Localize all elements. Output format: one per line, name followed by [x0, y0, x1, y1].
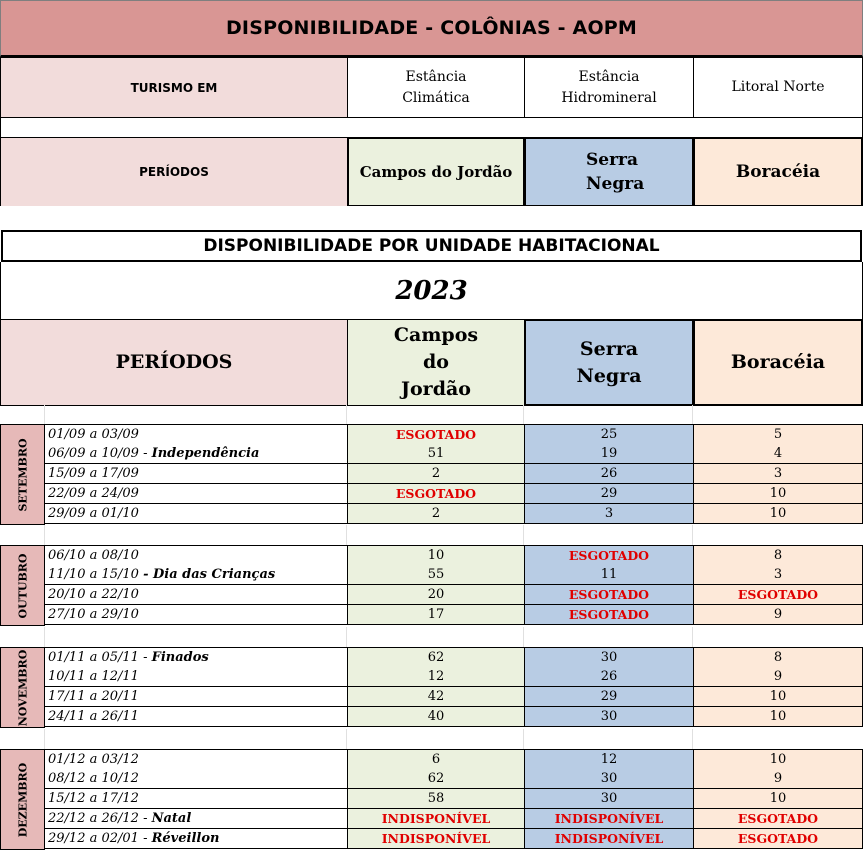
period-event: Réveillon — [151, 831, 220, 846]
table-row — [45, 829, 863, 849]
period-cell — [45, 425, 348, 445]
period-cell — [45, 648, 348, 668]
campos-cell: 62 — [348, 648, 525, 668]
period-dates: 06/09 a 10/09 - — [48, 446, 152, 461]
period-cell — [45, 687, 348, 707]
table-head-col1-line3: Jordão — [401, 378, 471, 400]
period-cell — [45, 809, 348, 829]
gap-row — [0, 729, 863, 749]
subtitle: DISPONIBILIDADE POR UNIDADE HABITACIONAL — [1, 230, 862, 262]
serra-cell: 30 — [525, 648, 694, 668]
month-name: OUTUBRO — [16, 553, 29, 618]
tourism-col2-line2: Hidromineral — [561, 89, 657, 106]
serra-cell: 25 — [525, 425, 694, 445]
boraceia-cell: 10 — [694, 484, 863, 504]
serra-cell: 29 — [525, 484, 694, 504]
serra-cell: ESGOTADO — [525, 605, 694, 625]
campos-cell: INDISPONÍVEL — [348, 809, 525, 829]
table-head-col1-line2: do — [423, 351, 449, 373]
table-row — [45, 667, 863, 687]
campos-cell: 42 — [348, 687, 525, 707]
campos-cell: 6 — [348, 750, 525, 770]
table-head-col2-line1: Serra — [579, 337, 639, 360]
period-dates: 11/10 a 15/10 — [48, 567, 144, 582]
tourism-col-litoral: Litoral Norte — [693, 57, 863, 118]
boraceia-cell: 10 — [694, 687, 863, 707]
gap-row — [0, 525, 863, 545]
tourism-col2-line1: Estância — [578, 68, 640, 85]
month-label — [0, 749, 45, 850]
period-cell — [45, 789, 348, 809]
campos-cell: 2 — [348, 504, 525, 524]
page-title: DISPONIBILIDADE - COLÔNIAS - AOPM — [0, 0, 863, 57]
period-dates: 01/09 a 03/09 — [48, 427, 139, 442]
period-dates: 01/12 a 03/12 — [48, 752, 139, 767]
table-row — [45, 504, 863, 524]
serra-cell: ESGOTADO — [525, 546, 694, 566]
period-dates: 24/11 a 26/11 — [48, 709, 139, 724]
boraceia-cell: ESGOTADO — [694, 829, 863, 849]
campos-cell: 10 — [348, 546, 525, 566]
period-dates: 15/12 a 17/12 — [48, 791, 139, 806]
boraceia-cell: ESGOTADO — [694, 809, 863, 829]
period-cell — [45, 464, 348, 484]
period-dates: 06/10 a 08/10 — [48, 548, 139, 563]
table-row — [45, 585, 863, 605]
period-cell — [45, 504, 348, 524]
serra-cell: 26 — [525, 464, 694, 484]
serra-cell: INDISPONÍVEL — [525, 829, 694, 849]
campos-cell: 62 — [348, 769, 525, 789]
tourism-col1-line2: Climática — [402, 89, 470, 106]
period-event: Natal — [151, 811, 192, 826]
serra-cell: 26 — [525, 667, 694, 687]
period-cell — [45, 484, 348, 504]
period-cell — [45, 585, 348, 605]
serra-cell: ESGOTADO — [525, 585, 694, 605]
gridline — [0, 729, 693, 749]
serra-cell: INDISPONÍVEL — [525, 809, 694, 829]
table-row — [45, 444, 863, 464]
period-dates: 17/11 a 20/11 — [48, 689, 139, 704]
table-row — [45, 809, 863, 829]
campos-cell: 17 — [348, 605, 525, 625]
period-event: - Dia das Crianças — [143, 567, 276, 582]
period-dates: 08/12 a 10/12 — [48, 771, 139, 786]
period-cell — [45, 546, 348, 566]
boraceia-cell: 5 — [694, 425, 863, 445]
campos-cell: ESGOTADO — [348, 484, 525, 504]
period-cell — [45, 829, 348, 849]
gridline — [0, 525, 693, 545]
period-cell — [45, 444, 348, 464]
serra-cell: 30 — [525, 707, 694, 727]
tourism-col1-line1: Estância — [405, 68, 467, 85]
boraceia-cell: 9 — [694, 605, 863, 625]
table-row — [45, 565, 863, 585]
period-dates: 10/11 a 12/11 — [48, 669, 139, 684]
period-dates: 01/11 a 05/11 - — [48, 650, 152, 665]
table-row — [45, 707, 863, 727]
gridline — [0, 405, 693, 425]
period-cell — [45, 750, 348, 770]
table-row — [45, 464, 863, 484]
campos-cell: 40 — [348, 707, 525, 727]
periods-label: PERÍODOS — [0, 137, 348, 207]
campos-cell: 12 — [348, 667, 525, 687]
periods-col-boraceia: Boracéia — [693, 137, 863, 207]
campos-cell: 2 — [348, 464, 525, 484]
serra-cell: 11 — [525, 565, 694, 585]
boraceia-cell: 10 — [694, 789, 863, 809]
table-row — [45, 749, 863, 769]
table-head-boraceia: Boracéia — [693, 319, 863, 406]
boraceia-cell: 10 — [694, 504, 863, 524]
serra-cell: 19 — [525, 444, 694, 464]
campos-cell: INDISPONÍVEL — [348, 829, 525, 849]
table-row — [45, 484, 863, 504]
table-row — [45, 789, 863, 809]
serra-cell: 12 — [525, 750, 694, 770]
period-dates: 22/09 a 24/09 — [48, 486, 139, 501]
period-dates: 15/09 a 17/09 — [48, 466, 139, 481]
serra-cell: 29 — [525, 687, 694, 707]
period-dates: 20/10 a 22/10 — [48, 587, 139, 602]
serra-cell: 3 — [525, 504, 694, 524]
table-row — [45, 687, 863, 707]
gridline — [0, 627, 693, 647]
boraceia-cell: 4 — [694, 444, 863, 464]
boraceia-cell: 9 — [694, 667, 863, 687]
periods-col-campos: Campos do Jordão — [347, 137, 525, 207]
period-cell — [45, 605, 348, 625]
period-dates: 29/09 a 01/10 — [48, 506, 139, 521]
period-dates: 27/10 a 29/10 — [48, 607, 139, 622]
table-row — [45, 605, 863, 625]
boraceia-cell: 3 — [694, 464, 863, 484]
serra-cell: 30 — [525, 769, 694, 789]
boraceia-cell: 8 — [694, 546, 863, 566]
boraceia-cell: 8 — [694, 648, 863, 668]
tourism-label: TURISMO EM — [0, 57, 348, 118]
period-cell — [45, 565, 348, 585]
table-row — [45, 769, 863, 789]
period-dates: 29/12 a 02/01 - — [48, 831, 152, 846]
month-label — [0, 647, 45, 728]
period-cell — [45, 707, 348, 727]
table-row — [45, 545, 863, 565]
boraceia-cell: 3 — [694, 565, 863, 585]
periods-col2-line1: Serra — [586, 150, 639, 170]
campos-cell: 51 — [348, 444, 525, 464]
table-head-col2-line2: Negra — [576, 364, 642, 387]
month-label — [0, 424, 45, 525]
gap-row — [0, 405, 863, 425]
table-row — [45, 647, 863, 667]
month-name: DEZEMBRO — [16, 762, 29, 837]
period-event: Finados — [151, 650, 209, 665]
period-event: Independência — [151, 446, 260, 461]
table-head-periods: PERÍODOS — [0, 319, 348, 406]
table-row — [45, 424, 863, 444]
month-name: NOVEMBRO — [16, 649, 29, 726]
campos-cell: ESGOTADO — [348, 425, 525, 445]
boraceia-cell: 10 — [694, 750, 863, 770]
boraceia-cell: 10 — [694, 707, 863, 727]
period-dates: 22/12 a 26/12 - — [48, 811, 152, 826]
year-label: 2023 — [0, 262, 863, 320]
period-cell — [45, 769, 348, 789]
campos-cell: 55 — [348, 565, 525, 585]
boraceia-cell: ESGOTADO — [694, 585, 863, 605]
month-name: SETEMBRO — [16, 437, 29, 512]
campos-cell: 58 — [348, 789, 525, 809]
campos-cell: 20 — [348, 585, 525, 605]
serra-cell: 30 — [525, 789, 694, 809]
table-head-col1-line1: Campos — [393, 324, 479, 346]
boraceia-cell: 9 — [694, 769, 863, 789]
periods-col2-line2: Negra — [586, 174, 645, 194]
month-label — [0, 545, 45, 626]
gap-row — [0, 627, 863, 647]
period-cell — [45, 667, 348, 687]
